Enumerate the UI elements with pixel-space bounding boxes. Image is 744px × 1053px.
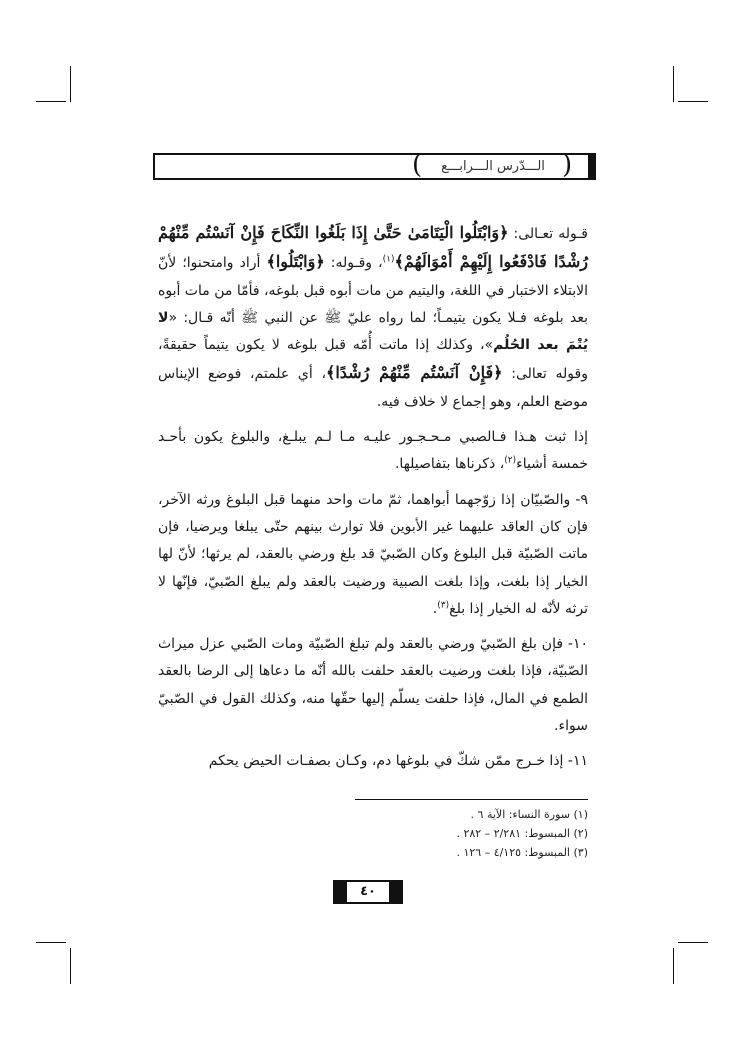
crop-mark <box>36 942 66 943</box>
body-text <box>158 219 588 776</box>
lesson-title: الـــدّرس الـــرابـــع <box>441 159 545 174</box>
footnote-ref: (٢) <box>504 455 517 466</box>
page-header-end-block <box>588 153 596 180</box>
paragraph-gap <box>158 479 588 487</box>
text-run: أراد وامتحنوا؛ لأنّ الابتلاء الاختبار في اللغة، واليتيم من مات أبوه قبل بلوغه، فأمّا من مات أبوه بعد بلوغه فـلا يكون يتيمـاً؛ لما رواه عليّ ﷺ عن النبي ﷺ أنّه قـال: « <box>158 255 588 326</box>
text-run: »، وكذلك إذا ماتت أُمّه قبل بلوغه لا يكون يتيماً حقيقةً، وقوله تعالى: <box>158 337 588 383</box>
text-run: ١١- إذا خـرج ممّن شكّ في بلوغها دم، وكـان بصفـات الحيض يحكم <box>208 753 588 770</box>
page-number: ٤٠ <box>347 880 389 904</box>
paragraph <box>158 748 588 775</box>
text-run: ، أي علمتم، فوضع الإيناس موضع العلم، وهو إجماع لا خلاف فيه. <box>158 366 588 410</box>
crop-mark <box>678 101 708 102</box>
paragraph <box>158 219 588 416</box>
text-run: ، وقـوله: <box>324 255 383 272</box>
footnote-rule <box>355 799 588 800</box>
crop-mark <box>678 942 708 943</box>
footnotes <box>355 805 588 862</box>
crop-mark <box>36 101 66 102</box>
paragraph <box>158 424 588 479</box>
paragraph <box>158 487 588 623</box>
paragraph-gap <box>158 740 588 748</box>
page-number-block-right <box>389 880 403 904</box>
quran-verse: ﴿وَابْتَلُوا الْيَتَامَىٰ حَتَّىٰ إِذَا بَلَغُوا النِّكَاحَ فَإِنْ آنَسْتُم مِّنْهُمْ رُشْدًا فَادْفَعُوا إِلَيْهِمْ أَمْوَالَهُمْ﴾ <box>158 223 588 272</box>
footnote-3: (٣) المبسوط: ٤/١٢٥ – ١٢٦ . <box>456 846 588 859</box>
text-run: ، ذكرناها بتفاصيلها. <box>394 456 505 473</box>
header-bracket-left: ( <box>412 150 423 180</box>
paragraph-gap <box>158 416 588 424</box>
text-run: ٩- والصّبيّان إذا زوّجهما أبواهما، ثمّ مات واحد منهما قبل البلوغ ورثه الآخر، فإن كان العاقد عليهما غير الأبوين فلا توارث بينهم حتّى يبلغا ويرضيا، فإن ماتت الصّبيّة قبل البلوغ وكان الصّبيّ قد بلغ ورضي بالعقد، لم يرثها؛ لأنّ لها الخيار إذا بلغت، وإذا بلغت الصبية ورضيت بالعقد ولم يبلغ الصّبيّ، فإنّها لا ترثه لأنّه له الخيار إذا بلغ <box>158 491 588 617</box>
crop-mark <box>70 948 71 984</box>
footnote-ref: (٣) <box>437 600 450 611</box>
footnote-1: (١) سورة النساء: الآية ٦ . <box>470 808 588 821</box>
quran-verse: ﴿وَابْتَلُوا﴾ <box>266 252 325 272</box>
text-run: ١٠- فإن بلغ الصّبيّ ورضي بالعقد ولم تبلغ الصّبيّة ومات الصّبي عزل ميراث الصّبيّة، فإذا بلغت ورضيت بالعقد حلفت بالله أنّه ما دعاها إلى الرضا بالعقد الطمع في المال، فإذا حلفت يسلّم إليها حقّها منه، وكذلك القول في الصّبيّ سواء. <box>158 636 588 735</box>
header-bracket-right: ) <box>562 150 573 180</box>
crop-mark <box>70 66 71 102</box>
hadith-quote: لا يُتْمَ بعد الحُلُم <box>158 309 588 354</box>
crop-mark <box>673 948 674 984</box>
paragraph <box>158 631 588 740</box>
paragraph-gap <box>158 623 588 631</box>
quran-verse: ﴿فَإِنْ آنَسْتُم مِّنْهُمْ رُشْدًا﴾ <box>325 363 503 383</box>
text-run: قـوله تعـالى: <box>508 226 589 242</box>
text-run: إذا ثبت هـذا فـالصبي مـحـجـور عليـه مـا لـم يبلـغ، والبلوغ يكون بأحـد خمسة أشياء <box>158 429 588 473</box>
crop-mark <box>673 66 674 102</box>
footnote-2: (٢) المبسوط: ٢/٢٨١ – ٢٨٢ . <box>456 827 588 840</box>
footnote-ref: (١) <box>382 254 395 265</box>
text-run: . <box>432 600 438 617</box>
page-number-box <box>333 880 403 904</box>
page-number-block-left <box>333 880 347 904</box>
